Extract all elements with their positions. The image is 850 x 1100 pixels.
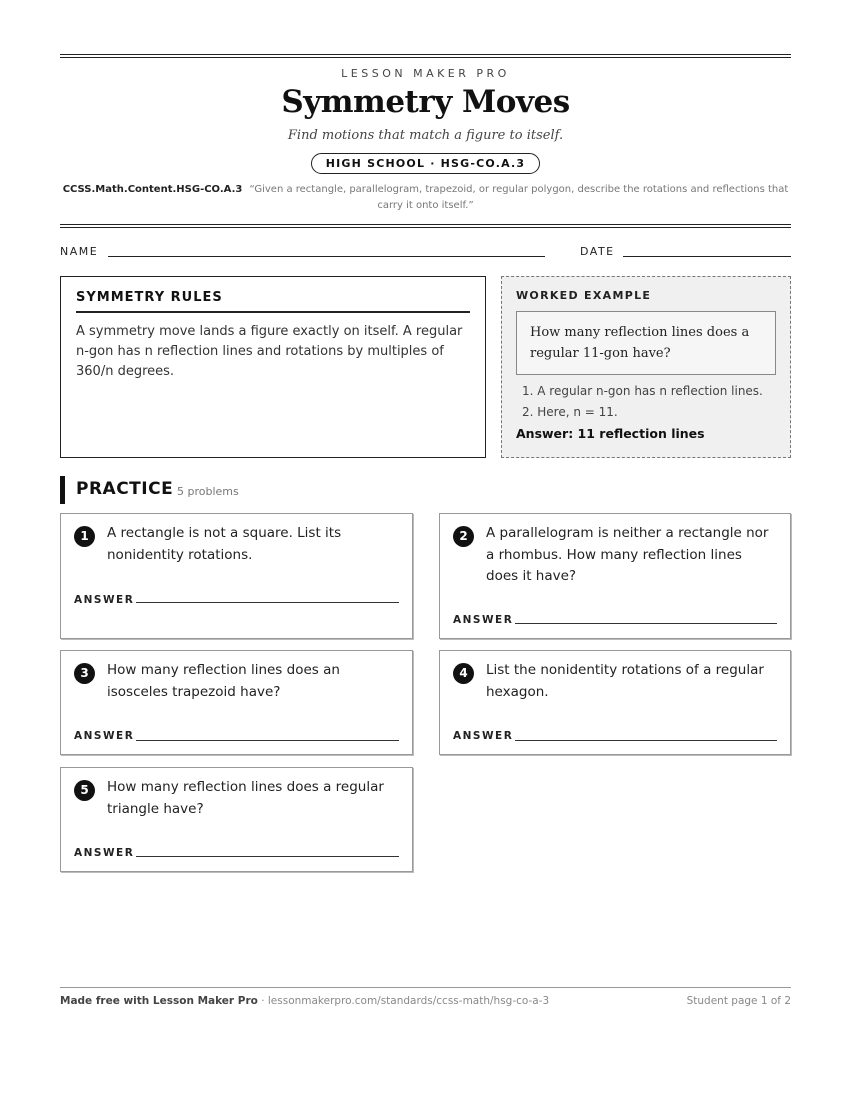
problem-text: List the nonidentity rotations of a regular hexagon. <box>486 662 764 700</box>
standard-text: “Given a rectangle, parallelogram, trapezoid, or regular polygon, describe the rotations and reflections that carry it onto itself.” <box>249 184 789 211</box>
answer-field[interactable] <box>136 856 399 857</box>
worked-step: 2. Here, n = 11. <box>522 405 618 419</box>
rules-heading: SYMMETRY RULES <box>76 290 470 313</box>
footer-page-number: Student page 1 of 2 <box>686 995 791 1007</box>
answer-field[interactable] <box>515 740 777 741</box>
worked-example-heading: WORKED EXAMPLE <box>516 289 652 302</box>
practice-count: 5 problems <box>177 485 239 498</box>
date-label: DATE <box>580 245 615 258</box>
problem-card-3 <box>60 650 413 755</box>
answer-label: ANSWER <box>74 847 135 859</box>
grade-badge: HIGH SCHOOL · HSG-CO.A.3 <box>311 153 541 174</box>
problem-card-4 <box>439 650 791 755</box>
problem-text: A parallelogram is neither a rectangle nor a rhombus. How many reflection lines does it have? <box>486 525 769 584</box>
problem-text: A rectangle is not a square. List its nonidentity rotations. <box>107 525 342 563</box>
worked-example-steps <box>516 381 776 423</box>
problem-text: How many reflection lines does a regular triangle have? <box>107 779 384 817</box>
worked-example-box <box>501 276 791 458</box>
answer-label: ANSWER <box>74 730 135 742</box>
symmetry-rules-box <box>60 276 486 458</box>
name-label: NAME <box>60 245 99 258</box>
footer-made-with: Made free with Lesson Maker Pro <box>60 995 258 1007</box>
problem-number-badge: 2 <box>453 526 474 547</box>
answer-label: ANSWER <box>453 614 514 626</box>
answer-field[interactable] <box>136 740 399 741</box>
practice-heading: PRACTICE <box>76 479 174 499</box>
problem-number-badge: 5 <box>74 780 95 801</box>
rules-text: A symmetry move lands a figure exactly on itself. A regular n-gon has n reflection lines and rotations by multiples of 360/n degrees. <box>76 324 463 379</box>
problem-text: How many reflection lines does an isosceles trapezoid have? <box>107 662 340 700</box>
problem-number-badge: 1 <box>74 526 95 547</box>
date-field[interactable] <box>623 256 791 257</box>
name-date-row <box>60 245 791 261</box>
grade-badge-wrap <box>60 152 791 174</box>
footer-credit <box>60 995 549 1007</box>
answer-label: ANSWER <box>74 594 135 606</box>
problem-card-5 <box>60 767 413 872</box>
problem-card-1 <box>60 513 413 639</box>
footer-url[interactable]: · lessonmakerpro.com/standards/ccss-math/hsg-co-a-3 <box>257 995 550 1007</box>
practice-accent-bar <box>60 476 65 504</box>
name-field[interactable] <box>108 256 545 257</box>
worked-example-question: How many reflection lines does a regular 11-gon have? <box>516 311 776 375</box>
answer-field[interactable] <box>515 623 777 624</box>
standard-code: CCSS.Math.Content.HSG-CO.A.3 <box>62 184 243 195</box>
header-top-rule <box>60 54 791 58</box>
worked-example-answer: Answer: 11 reflection lines <box>516 426 705 441</box>
brand-name: LESSON MAKER PRO <box>341 67 510 80</box>
problem-card-2 <box>439 513 791 639</box>
answer-label: ANSWER <box>453 730 514 742</box>
footer-rule <box>60 987 791 988</box>
problem-number-badge: 3 <box>74 663 95 684</box>
header-bottom-rule <box>60 224 791 228</box>
page-subtitle: Find motions that match a figure to itself. <box>287 128 564 143</box>
page-title: Symmetry Moves <box>281 84 570 120</box>
standard-description <box>60 182 791 214</box>
answer-field[interactable] <box>136 602 399 603</box>
worked-step: 1. A regular n-gon has n reflection lines. <box>522 384 763 398</box>
problem-number-badge: 4 <box>453 663 474 684</box>
worksheet-page <box>60 0 791 1100</box>
